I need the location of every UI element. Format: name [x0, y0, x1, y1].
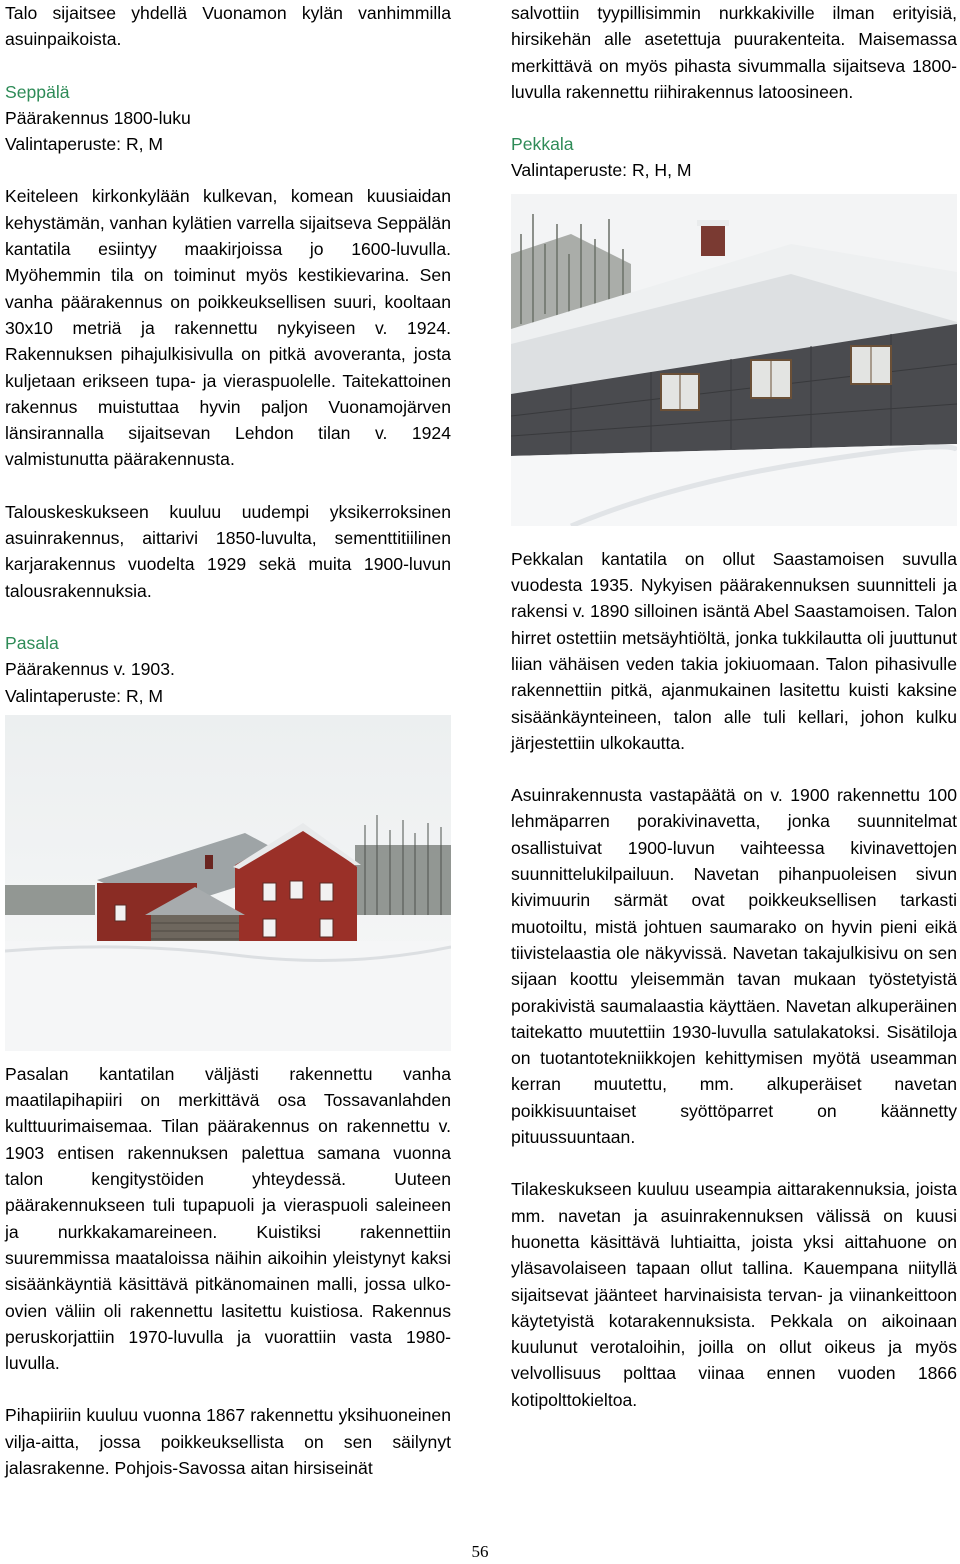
page-number: 56 — [471, 1542, 489, 1561]
pasala-building-date: Päärakennus v. 1903. — [5, 659, 175, 680]
right-column — [511, 0, 957, 1413]
pekkala-barn-photo — [511, 194, 957, 526]
pekkala-heading: Pekkala — [511, 134, 574, 155]
continued-paragraph: salvottiin tyypillisimmin nurkkakiville ilman erityisiä, hirsikehän alle asetettuja puurakenteita. Maisemassa merkittävä on myös pihasta sivummalla sijaitseva 1800-luvulla rakennettu riihirakennus latoosineen. — [511, 3, 957, 102]
pekkala-paragraph-1: Pekkalan kantatila on ollut Saastamoisen suvulla vuodesta 1935. Nykyisen päärakennuksen suunnitteli ja rakensi v. 1890 silloinen isäntä Abel Saastamoisen. Talon hirret ostettiin metsäyhtiöltä, jonka tukkilautta oli juuttunut liian vähäisen veden takia jokiuomaan. Talon pihasivulle rakennettiin pitkä, ajanmukainen lasitettu kuisti kaksine sisäänkäynteineen, talon alle tuli kellari, johon kulku järjestettiin ulkokautta. — [511, 548, 957, 753]
seppala-heading: Seppälä — [5, 81, 70, 102]
seppala-criteria: Valintaperuste: R, M — [5, 134, 164, 155]
pasala-criteria: Valintaperuste: R, M — [5, 685, 164, 706]
pekkala-paragraph-3: Tilakeskukseen kuuluu useampia aittarakennuksia, joista mm. navetan ja asuinrakennuksen välissä on kuusi huonetta käsittävä luhtiaitta, joista yksi aittahuone on yläsavolaiseen tapaan ollut tallina. Kauempana niityllä sijaitsevat jäänteet harvinaisista tervan- ja viinankeittoon käytetyistä kotarakennuksista. Pekkala on aikoinaan kuulunut verotaloihin, joilla on ollut oikeus ja myös velvollisuus polttaa viinaa ennen vuoden 1866 kotipolttokieltoa. — [511, 1179, 957, 1410]
pasala-paragraph-1: Pasalan kantatilan väljästi rakennettu vanha maatilapihapiiri on merkittävä osa Tossavanlahden kulttuurimaisemaa. Tilan päärakennus on rakennettu v. 1903 entisen rakennuksen palettua samana vuonna talon kengitystöiden yhteydessä. Uuteen päärakennukseen tuli tupapuoli ja vieraspuoli saleineen ja nurkkakamareineen. Kuistiksi rakennettiin suuremmissa maataloissa näihin aikoihin yleistynyt kaksi sisäänkäyntiä käsittävä pitkänomainen malli, jossa ulko-ovien väliin oli rakennettu lasitettu kuistiosa. Rakennus peruskorjattiin 1970-luvulla ja vuorattiin vasta 1980-luvulla. — [5, 1063, 451, 1374]
pekkala-paragraph-2: Asuinrakennusta vastapäätä on v. 1900 rakennettu 100 lehmäparren porakivinavetta, jonka suunnitelmat osallistuivat 1900-luvun vaihteessa kivinavettojen suunnittelukilpailuun. Navetan pihanpuoleisen sivun kivimuurin särmät ovat poikkeuksellisen tarkasti muotoiltu, mistä johtuen saumarako on hyvin pieni eikä tiivistelaastia ole näkyvissä. Navetan takajulkisivu on sen sijaan koottu yleisemmän tavan mukaan työstetyistä porakivistä saumalaastia käyttäen. Navetan alkuperäinen taitekatto muutettiin 1930-luvulla satulakatoksi. Sisätiloja on tuotantotekniikkojen kehittymisen myötä useamman kerran muutettu, mm. alkuperäiset navetan poikkisuuntaiset syöttöparret on käännetty pituussuuntaan. — [511, 785, 957, 1148]
seppala-paragraph-2: Talouskeskukseen kuuluu uudempi yksikerroksinen asuinrakennus, aittarivi 1850-luvulta, sementtitiilinen karjarakennus vuodelta 1929 sekä muita 1900-luvun talousrakennuksia. — [5, 501, 451, 601]
seppala-paragraph-1: Keiteleen kirkonkylään kulkevan, komean kuusiaidan kehystämän, vanhan kylätien varrella sijaitseva Seppälän kantatila esiintyy maakirjoissa jo 1600-luvulla. Myöhemmin tila on toiminut myös kestikievarina. Sen vanha päärakennus on poikkeuksellisen suuri, kooltaan 30x10 metriä ja rakennettu nykyiseen v. 1924. Rakennuksen pihajulkisivulla on pitkä avoveranta, josta kuljetaan erikseen tupa- ja vieraspuolelle. Taitekattoinen rakennus muistuttaa hyvin paljon Vuonamojärven länsirannalla sijaitsevan Lehdon tilan v. 1924 valmistunutta päärakennusta. — [5, 186, 451, 470]
seppala-building-date: Päärakennus 1800-luku — [5, 107, 191, 128]
left-column — [5, 0, 451, 1481]
pasala-farmhouse-photo — [5, 715, 451, 1051]
pasala-paragraph-2: Pihapiiriin kuuluu vuonna 1867 rakennettu yksihuoneinen vilja-aitta, jossa poikkeuksellista on sen säilynyt jalasrakenne. Pohjois-Savossa aitan hirsiseinät — [5, 1405, 451, 1478]
pekkala-criteria: Valintaperuste: R, H, M — [511, 160, 692, 181]
pasala-heading: Pasala — [5, 632, 59, 653]
intro-paragraph: Talo sijaitsee yhdellä Vuonamon kylän vanhimmilla asuinpaikoista. — [5, 3, 451, 50]
